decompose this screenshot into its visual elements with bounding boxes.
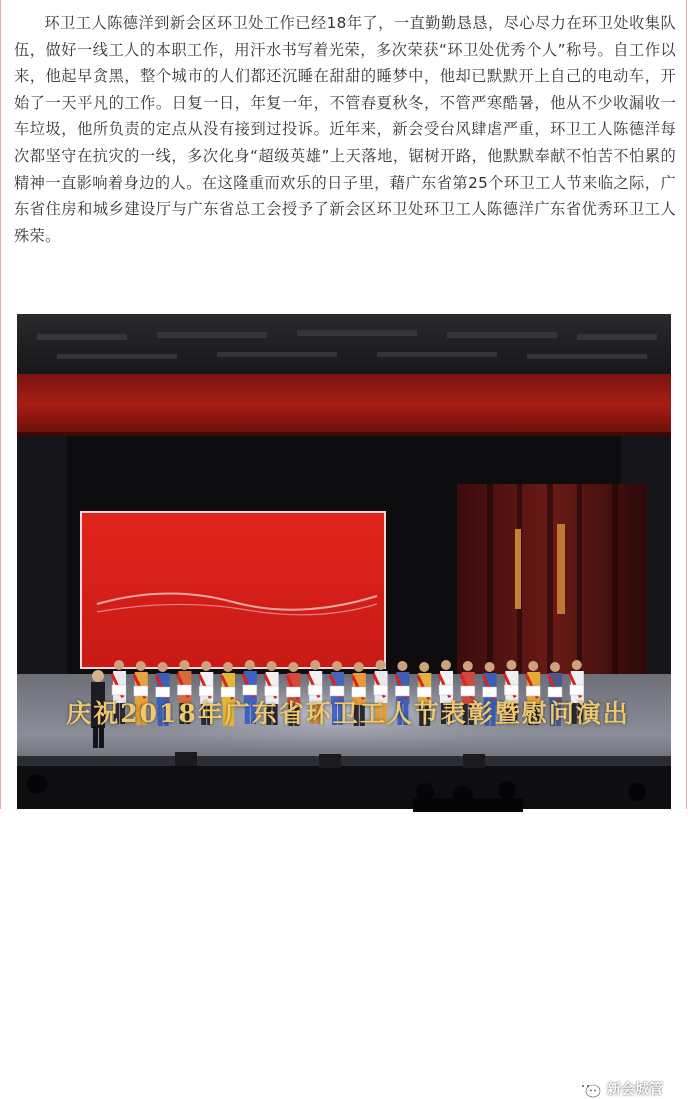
- wechat-icon: [577, 1079, 601, 1099]
- watermark: [577, 1079, 663, 1099]
- ceremony-banner-title: 庆祝2018年广东省环卫工人节表彰暨慰问演出: [66, 699, 630, 728]
- article-paragraph: 环卫工人陈德洋到新会区环卫处工作已经18年了，一直勤勤恳恳，尽心尽力在环卫处收集队伍，做好一线工人的本职工作，用汗水书写着光荣，多次荣获“环卫处优秀个人”称号。自工作以来，他起早贪黑，整个城市的人们都还沉睡在甜甜的睡梦中，他却已默默开上自己的电动车，开始了一天平凡的工作。日复一日，年复一年，不管春夏秋冬，不管严寒酷暑，他从不少收漏收一车垃圾，他所负责的定点从没有接到过投诉。近年来，新会受台风肆虐严重，环卫工人陈德洋每次都坚守在抗灾的一线，多次化身“超级英雄”上天落地，锯树开路，他默默奉献不怕苦不怕累的精神一直影响着身边的人。在这隆重而欢乐的日子里，藉广东省第25个环卫工人节来临之际，广东省住房和城乡建设厅与广东省总工会授予了新会区环卫处环卫工人陈德洋广东省优秀环卫工人殊荣。: [14, 14, 676, 245]
- stage-screen-title: 广东省优秀环卫工人: [135, 879, 370, 908]
- award-ceremony-photo: [17, 314, 671, 1098]
- stage-scene: [17, 314, 671, 809]
- watermark-label: 新会城管: [607, 1082, 663, 1098]
